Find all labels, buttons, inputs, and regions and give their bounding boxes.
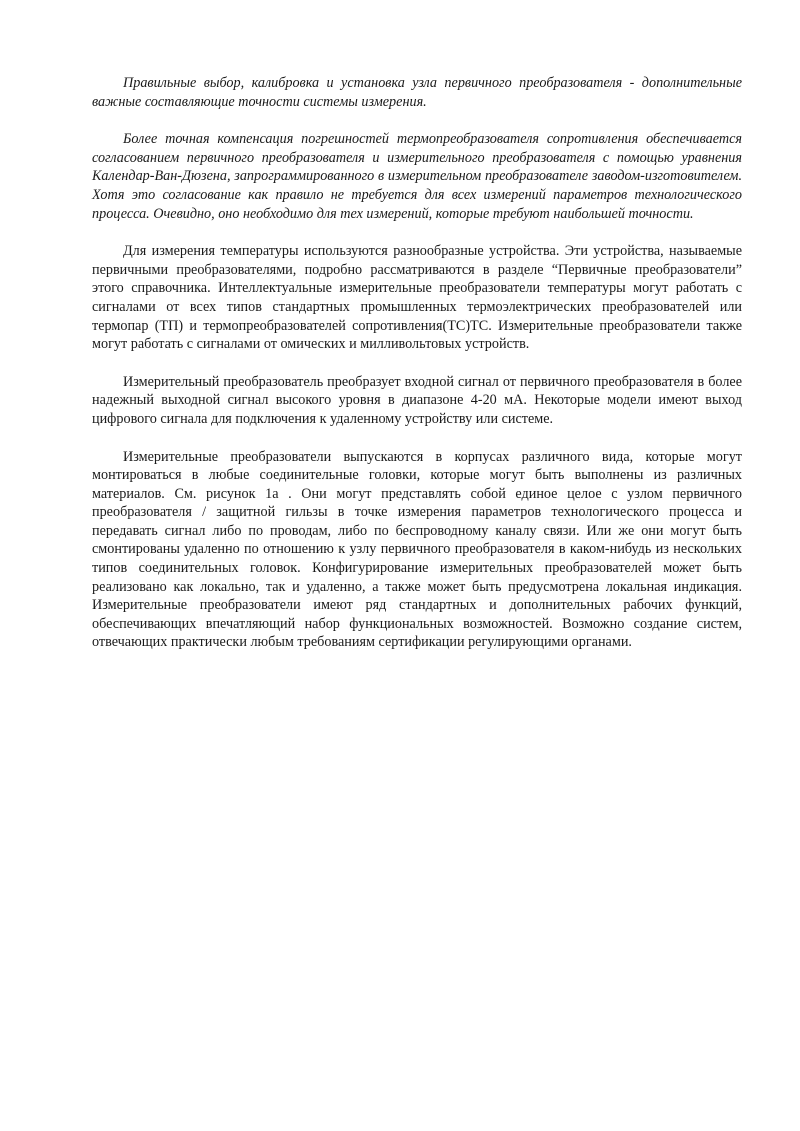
document-page [92, 74, 742, 671]
paragraph-sensor-selection: Правильные выбор, калибровка и установка узла первичного преобразователя - дополнительные важные составляющие точности системы измерения. [92, 75, 742, 110]
paragraph-temperature-devices: Для измерения температуры используются разнообразные устройства. Эти устройства, называемые первичными преобразователями, подробно рассматриваются в разделе “Первичные преобразователи” этого справочника. Интеллектуальные измерительные преобразователи температуры могут работать с сигналами от всех типов стандартных промышленных термоэлектрических преобразователей или термопар (ТП) и термопреобразователей сопротивления(ТС)ТС. Измерительные преобразователи также могут работать с сигналами от омических и милливольтовых устройств. [92, 243, 742, 353]
paragraph-signal-conversion: Измерительный преобразователь преобразует входной сигнал от первичного преобразователя в более надежный выходной сигнал высокого уровня в диапазоне 4-20 мА. Некоторые модели имеют выход цифрового сигнала для подключения к удаленному устройству или системе. [92, 373, 742, 427]
paragraph-transmitter-housings: Измерительные преобразователи выпускаются в корпусах различного вида, которые могут монтироваться в любые соединительные головки, которые могут быть выполнены из различных материалов. См. рисунок 1а . Они могут представлять собой единое целое с узлом первичного преобразователя / защитной гильзы в точке измерения параметров технологического процесса и передавать сигнал либо по проводам, либо по беспроводному каналу связи. Или же они могут быть смонтированы удаленно по отношению к узлу первичного преобразователя в каком-нибудь из нескольких типов соединительных головок. Конфигурирование измерительных преобразователей может быть реализовано как локально, так и удаленно, а также может быть предусмотрена локальная индикация. Измерительные преобразователи имеют ряд стандартных и дополнительных рабочих функций, обеспечивающих впечатляющий набор функциональных возможностей. Возможно создание систем, отвечающих практически любым требованиям сертификации регулирующими органами. [92, 448, 742, 651]
paragraph-error-compensation: Более точная компенсация погрешностей термопреобразователя сопротивления обеспечивается согласованием первичного преобразователя и измерительного преобразователя с помощью уравнения Календар-Ван-Дюзена, запрограммированного в измерительном преобразователе заводом-изготовителем. Хотя это согласование как правило не требуется для всех измерений параметров технологического процесса. Очевидно, оно необходимо для тех измерений, которые требуют наибольшей точности. [92, 131, 742, 222]
